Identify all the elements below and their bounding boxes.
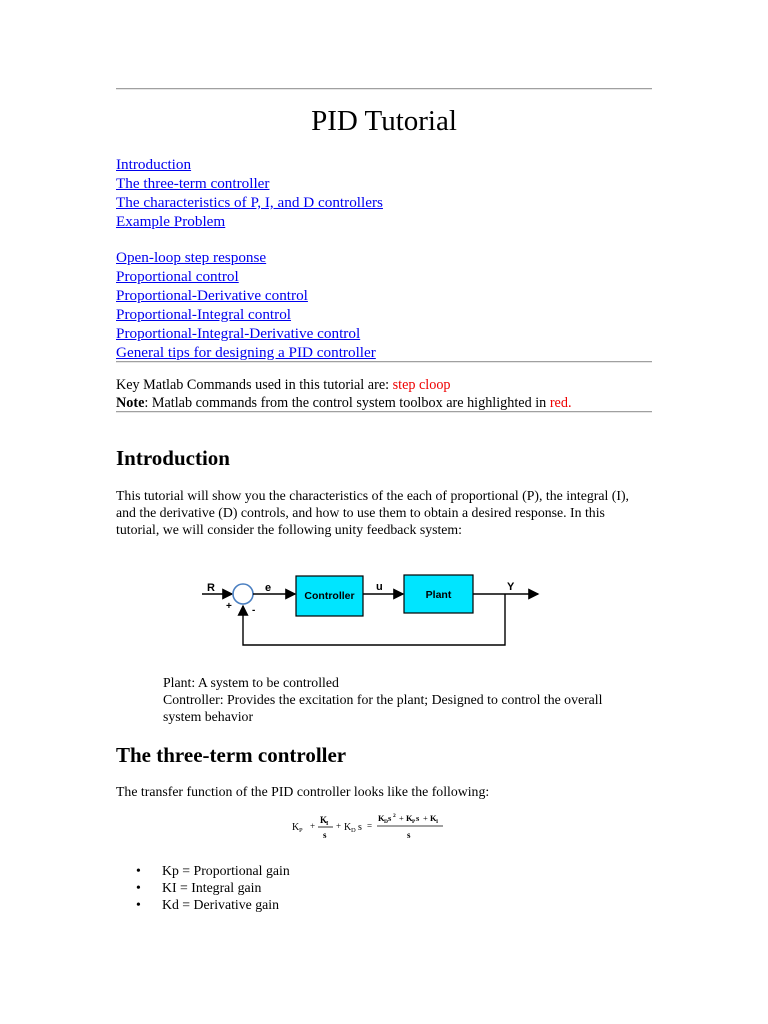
- label-r: R: [207, 582, 215, 594]
- eq-kd-sub: D: [351, 827, 356, 834]
- eq-rhs-ki: K: [430, 813, 437, 823]
- eq-ki-sub: I: [326, 821, 329, 827]
- label-y: Y: [507, 581, 515, 593]
- gain-kp: • Kp = Proportional gain: [116, 862, 290, 879]
- key-commands-prefix: Key Matlab Commands used in this tutorial are:: [116, 377, 393, 393]
- eq-rhs-den: s: [407, 830, 411, 840]
- key-commands-list: step cloop: [392, 377, 451, 393]
- eq-plus-1: +: [310, 821, 316, 831]
- top-rule: [116, 88, 652, 90]
- label-plus: +: [226, 601, 232, 612]
- eq-plus-2: +: [336, 821, 342, 831]
- eq-rhs-plus-2: +: [423, 813, 428, 823]
- toc-link-general-tips[interactable]: General tips for designing a PID controller: [116, 344, 376, 361]
- three-term-heading: The three-term controller: [116, 743, 347, 767]
- eq-kp: K: [292, 822, 300, 833]
- note-text: : Matlab commands from the control system toolbox are highlighted in: [144, 395, 550, 411]
- toc-link-pid[interactable]: Proportional-Integral-Derivative control: [116, 325, 361, 342]
- label-minus: -: [252, 605, 256, 616]
- note-label: Note: [116, 395, 145, 411]
- eq-s-1: s: [323, 830, 327, 840]
- eq-rhs-kd: K: [378, 813, 385, 823]
- eq-ki: K: [320, 815, 328, 825]
- eq-rhs-s2: s: [388, 813, 392, 823]
- gain-kd: • Kd = Derivative gain: [116, 896, 290, 913]
- commands-rule: [116, 411, 652, 413]
- three-term-paragraph: The transfer function of the PID controller looks like the following:: [116, 784, 490, 799]
- toc-link-three-term-controller[interactable]: The three-term controller: [116, 175, 270, 192]
- note-highlight: red.: [549, 395, 572, 411]
- toc-link-example-problem[interactable]: Example Problem: [116, 213, 226, 230]
- toc-rule: [116, 361, 652, 363]
- eq-rhs-kp-sub: P: [412, 819, 416, 825]
- eq-rhs-kp: K: [406, 813, 413, 823]
- plant-label: Plant: [425, 589, 452, 601]
- eq-rhs-exp: 2: [393, 813, 396, 819]
- eq-rhs-s: s: [416, 813, 420, 823]
- eq-equals: =: [367, 821, 373, 831]
- controller-label: Controller: [304, 590, 355, 602]
- summing-junction: [233, 584, 253, 604]
- plant-definition: Plant: A system to be controlled: [163, 675, 339, 690]
- toc-link-introduction[interactable]: Introduction: [116, 156, 192, 173]
- introduction-heading: Introduction: [116, 446, 230, 470]
- page-title: PID Tutorial: [311, 105, 457, 137]
- label-e: e: [265, 582, 272, 594]
- key-commands-block: [116, 376, 572, 412]
- toc-group-1: [116, 155, 383, 231]
- toc-link-proportional[interactable]: Proportional control: [116, 268, 239, 285]
- toc-link-pi[interactable]: Proportional-Integral control: [116, 306, 292, 323]
- gain-ki: • KI = Integral gain: [116, 879, 290, 896]
- eq-rhs-ki-sub: I: [436, 819, 439, 825]
- eq-rhs-kd-sub: D: [384, 819, 388, 825]
- toc-link-open-loop[interactable]: Open-loop step response: [116, 249, 267, 266]
- gain-list: [116, 862, 290, 913]
- eq-kd: K: [344, 822, 352, 833]
- feedback-block-diagram: [196, 570, 546, 652]
- toc-link-pd[interactable]: Proportional-Derivative control: [116, 287, 308, 304]
- eq-rhs-plus-1: +: [399, 813, 404, 823]
- eq-s-2: s: [358, 822, 362, 833]
- definitions-block: [163, 674, 623, 725]
- toc-group-2: [116, 248, 376, 362]
- controller-definition: Controller: Provides the excitation for the plant; Designed to control the overall system behavior: [163, 692, 603, 724]
- toc-link-characteristics[interactable]: The characteristics of P, I, and D controllers: [116, 194, 383, 211]
- label-u: u: [376, 581, 383, 593]
- eq-kp-sub: P: [299, 827, 303, 834]
- pid-transfer-function: [288, 808, 468, 844]
- introduction-paragraph: This tutorial will show you the characteristics of the each of proportional (P), the integral (I), and the derivative (D) controls, and how to use them to obtain a desired response. In this tutorial, we will consider the following unity feedback system:: [116, 488, 630, 537]
